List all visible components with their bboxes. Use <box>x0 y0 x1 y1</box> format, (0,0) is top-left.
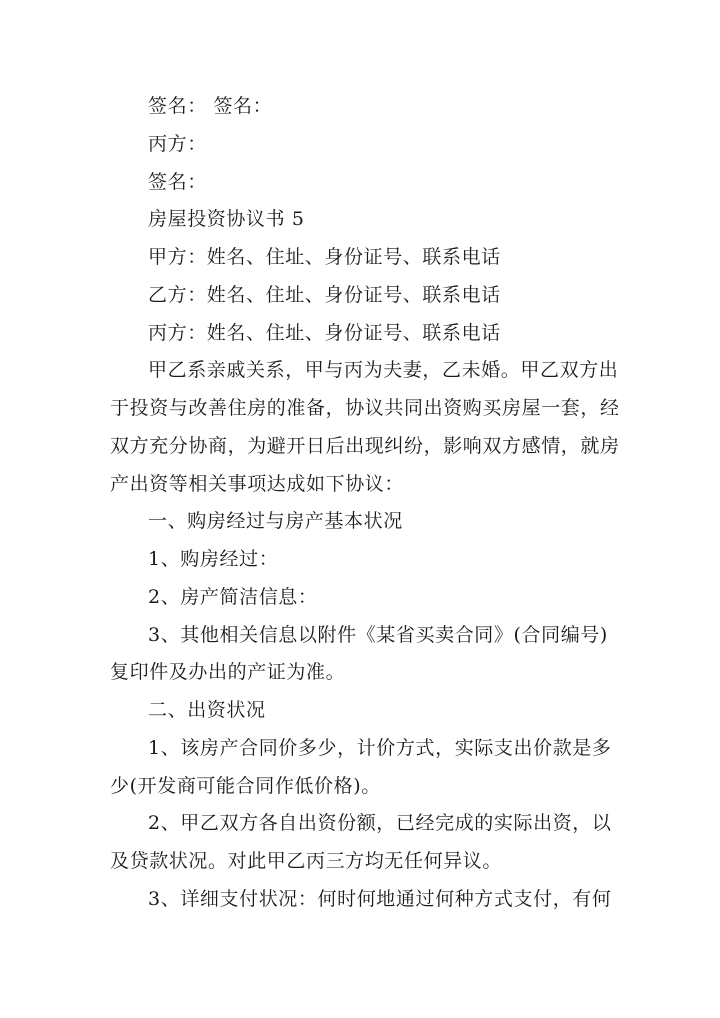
list-item: 1、购房经过： <box>148 548 279 570</box>
document-title: 房屋投资协议书 5 <box>148 208 305 230</box>
paragraph-line: 少(开发商可能合同作低价格)。 <box>110 775 381 797</box>
signature-line: 签名： <box>148 171 207 193</box>
paragraph-line: 甲乙系亲戚关系，甲与丙为夫妻，乙未婚。甲乙双方出 <box>148 359 619 381</box>
section-heading: 一、购房经过与房产基本状况 <box>148 510 403 532</box>
list-item: 3、详细支付状况：何时何地通过何种方式支付，有何 <box>148 888 612 910</box>
paragraph-line: 及贷款状况。对此甲乙丙三方均无任何异议。 <box>110 850 503 872</box>
party-c-label: 丙方： <box>148 133 207 155</box>
party-b-info: 乙方：姓名、住址、身份证号、联系电话 <box>148 284 501 306</box>
paragraph-line: 产出资等相关事项达成如下协议： <box>110 473 405 495</box>
paragraph-line: 双方充分协商，为避开日后出现纠纷，影响双方感情，就房 <box>110 435 620 457</box>
list-item: 2、房产简洁信息： <box>148 586 318 608</box>
list-item: 1、该房产合同价多少，计价方式，实际支出价款是多 <box>148 737 612 759</box>
list-item: 3、其他相关信息以附件《某省买卖合同》(合同编号) <box>148 624 608 646</box>
party-a-info: 甲方：姓名、住址、身份证号、联系电话 <box>148 246 501 268</box>
party-c-info: 丙方：姓名、住址、身份证号、联系电话 <box>148 322 501 344</box>
paragraph-line: 复印件及办出的产证为准。 <box>110 661 346 683</box>
paragraph-line: 于投资与改善住房的准备，协议共同出资购买房屋一套，经 <box>110 397 620 419</box>
list-item: 2、甲乙双方各自出资份额，已经完成的实际出资，以 <box>148 812 612 834</box>
section-heading: 二、出资状况 <box>148 699 266 721</box>
signature-line: 签名： 签名： <box>148 95 273 117</box>
